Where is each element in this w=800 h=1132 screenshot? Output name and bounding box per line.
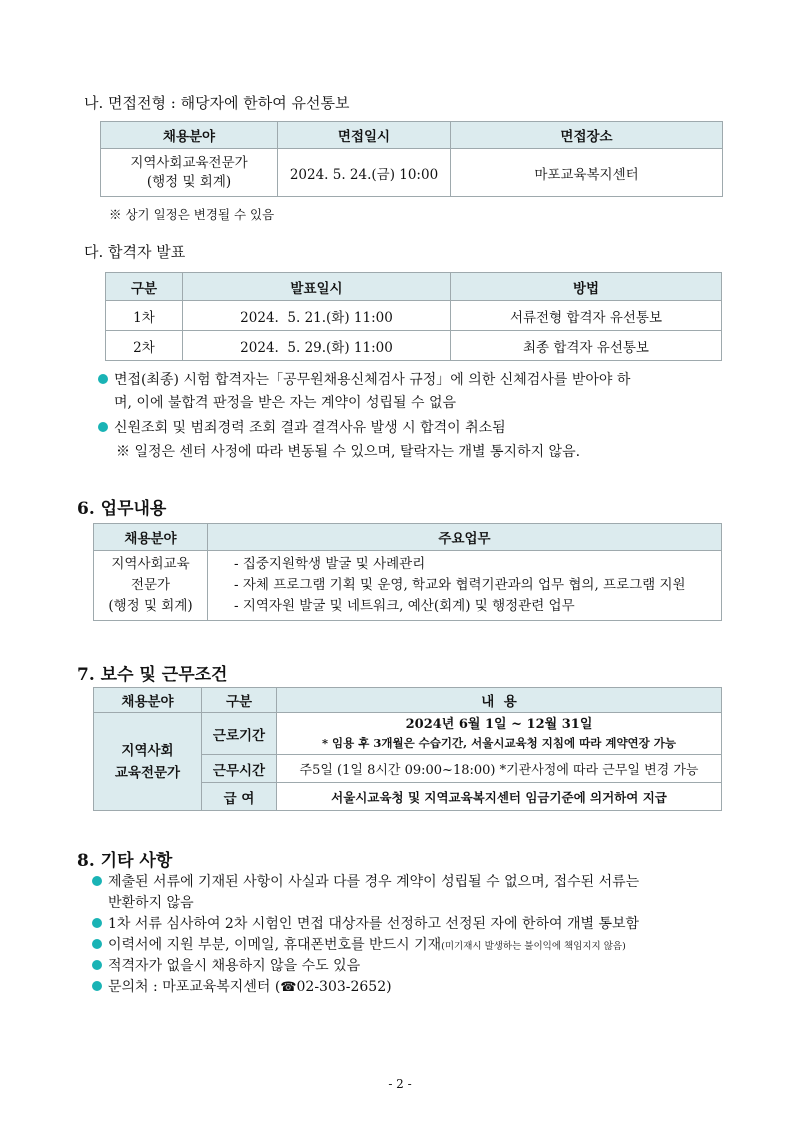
phone-icon: ☎	[280, 980, 297, 995]
col-header-round: 구분	[106, 273, 183, 301]
datetime-cell: 2024. 5. 21.(화) 11:00	[183, 301, 451, 331]
announce-note: ※ 일정은 센터 사정에 따라 변동될 수 있으며, 탈락자는 개별 통지하지 않음.	[116, 444, 581, 460]
content-cell: 서울시교육청 및 지역교육복지센터 임금기준에 의거하여 지급	[277, 783, 722, 811]
method-cell: 최종 합격자 유선통보	[451, 331, 722, 361]
bullet-icon	[92, 960, 102, 970]
field-line: 전문가	[130, 577, 171, 593]
datetime-cell: 2024. 5. 29.(화) 11:00	[183, 331, 451, 361]
interview-field-cell	[101, 149, 278, 197]
field-line: (행정 및 회계)	[146, 173, 232, 190]
interview-datetime-cell: 2024. 5. 24.(금) 10:00	[278, 149, 451, 197]
announce-table	[105, 272, 722, 361]
list-item: 1차 서류 심사하여 2차 시험인 면접 대상자를 선정하고 선정된 자에 한하여 개별 통보함	[92, 913, 639, 936]
field-line: 교육전문가	[114, 764, 181, 781]
list-item: 제출된 서류에 기재된 사항이 사실과 다를 경우 계약이 성립될 수 없으며, 접수된 서류는	[92, 871, 639, 894]
row-label: 근로기간	[202, 713, 277, 755]
col-header-datetime: 발표일시	[183, 273, 451, 301]
round-cell: 2차	[106, 331, 183, 361]
row-label: 근무시간	[202, 755, 277, 783]
field-line: 지역사회교육전문가	[130, 154, 248, 171]
content-cell	[277, 713, 722, 755]
duty-item: - 자체 프로그램 기획 및 운영, 학교와 협력기관과의 업무 협의, 프로그램 지원	[234, 577, 686, 593]
table-row	[106, 301, 722, 331]
announce-section-title: 다. 합격자 발표	[84, 243, 186, 261]
conditions-table	[93, 687, 722, 811]
col-header-field: 채용분야	[101, 122, 278, 149]
row-label: 급 여	[202, 783, 277, 811]
content-line: 2024년 6월 1일 ~ 12월 31일	[405, 716, 593, 732]
col-header-content: 내 용	[277, 688, 722, 713]
field-line: 지역사회교육	[111, 556, 190, 572]
interview-place-cell: 마포교육복지센터	[451, 149, 723, 197]
section-6-title: 6. 업무내용	[77, 499, 167, 519]
content-line: * 임용 후 3개월은 수습기간, 서울시교육청 지침에 따라 계약연장 가능	[322, 735, 676, 750]
round-cell: 1차	[106, 301, 183, 331]
list-item: 적격자가 없을시 채용하지 않을 수도 있음	[92, 955, 360, 978]
method-cell: 서류전형 합격자 유선통보	[451, 301, 722, 331]
interview-table	[100, 121, 723, 197]
interview-section-title: 나. 면접전형 : 해당자에 한하여 유선통보	[84, 94, 350, 112]
page-number: - 2 -	[388, 1077, 412, 1091]
list-item-continuation: 반환하지 않음	[108, 895, 194, 911]
content-cell: 주5일 (1일 8시간 09:00~18:00) *기관사정에 따라 근무일 변경 가능	[277, 755, 722, 783]
list-item-continuation: 며, 이에 불합격 판정을 받은 자는 계약이 성립될 수 없음	[114, 395, 457, 411]
duty-item: - 집중지원학생 발굴 및 사례관리	[234, 556, 426, 572]
bullet-icon	[98, 374, 108, 384]
section-8-title: 8. 기타 사항	[77, 851, 173, 871]
bullet-icon	[92, 939, 102, 949]
bullet-icon	[92, 918, 102, 928]
table-row	[106, 331, 722, 361]
list-item: 문의처 : 마포교육복지센터 (☎02-303-2652)	[92, 976, 392, 999]
section-7-title: 7. 보수 및 근무조건	[77, 665, 228, 685]
list-item: 이력서에 지원 부분, 이메일, 휴대폰번호를 반드시 기재(미기재시 발생하는 불이익에 책임지지 않음)	[92, 934, 626, 958]
bullet-icon	[92, 876, 102, 886]
col-header-datetime: 면접일시	[278, 122, 451, 149]
list-item-note: (미기재시 발생하는 불이익에 책임지지 않음)	[441, 941, 626, 952]
table-row	[94, 713, 722, 755]
list-item: 신원조회 및 범죄경력 조회 결과 결격사유 발생 시 합격이 취소됨	[98, 417, 506, 440]
list-item: 면접(최종) 시험 합격자는「공무원채용신체검사 규정」에 의한 신체검사를 받아야 하	[98, 369, 630, 392]
field-line: 지역사회	[121, 742, 174, 759]
duties-table	[93, 523, 722, 621]
duty-item: - 지역자원 발굴 및 네트워크, 예산(회계) 및 행정관련 업무	[234, 598, 575, 614]
conditions-field-cell	[94, 713, 202, 811]
col-header-field: 채용분야	[94, 688, 202, 713]
bullet-icon	[92, 981, 102, 991]
duties-cell	[208, 551, 722, 621]
col-header-field: 채용분야	[94, 524, 208, 551]
field-line: (행정 및 회계)	[108, 598, 193, 614]
col-header-method: 방법	[451, 273, 722, 301]
col-header-duties: 주요업무	[208, 524, 722, 551]
col-header-category: 구분	[202, 688, 277, 713]
bullet-icon	[98, 422, 108, 432]
interview-note: ※ 상기 일정은 변경될 수 있음	[109, 207, 275, 222]
col-header-place: 면접장소	[451, 122, 723, 149]
duties-field-cell	[94, 551, 208, 621]
